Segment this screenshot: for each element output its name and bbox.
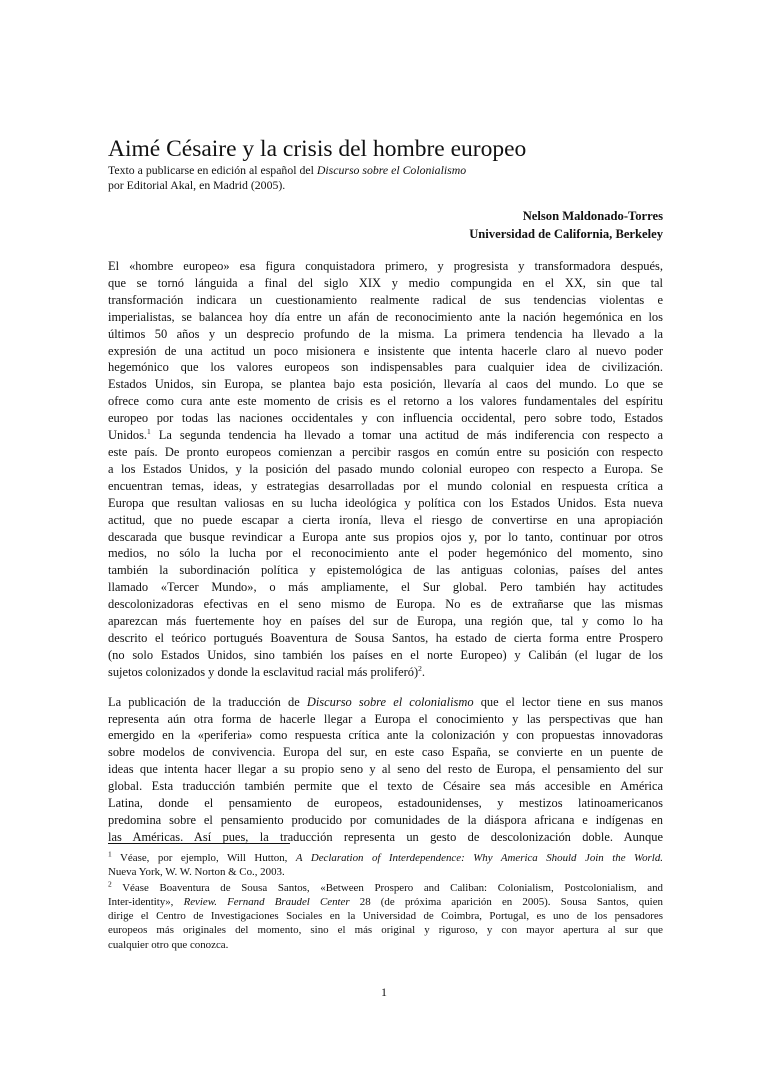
text-fragment: Véase Boaventura de Sousa Santos, «Between Prospero and Caliban: Colonialism, Postcolonialism, and: [111, 882, 663, 895]
paragraph-1: [108, 258, 663, 681]
paragraph-line: descolonizadoras efectivas en el seno mismo de Europa. No es de extrañarse que las mismas: [108, 597, 663, 612]
paragraph-line: últimos 50 años y un desprecio profundo de la misma. La primera tendencia ha llevado a la: [108, 326, 663, 341]
paragraph-line: a los Estados Unidos, y la posición del pasado mundo colonial europeo con respecto a Europa. Se: [108, 461, 663, 476]
paragraph-2: [108, 694, 663, 846]
text-fragment: Unidos.: [108, 428, 148, 443]
footnotes: [108, 851, 663, 952]
text-fragment: .: [421, 664, 426, 679]
subtitle-line-2: por Editorial Akal, en Madrid (2005).: [108, 178, 286, 192]
footnote-2: [108, 881, 663, 951]
footnote-separator: [108, 843, 290, 844]
cited-journal: Review. Fernand Braudel Center: [183, 896, 350, 909]
page-number: 1: [381, 985, 387, 999]
paragraph-line: transformación indicara un cuestionamiento realmente radical de sus tendencias violentas e: [108, 292, 663, 307]
paragraph-line: global. Esta traducción también permite que el texto de Césaire sea más accesible en América: [108, 779, 663, 794]
book-title-inline: Discurso sobre el colonialismo: [306, 694, 474, 709]
text-fragment: La segunda tendencia ha llevado a tomar una actitud de más indiferencia con respecto a: [150, 428, 663, 443]
footnote-line: dirige el Centro de Investigaciones Sociales en la Universidad de Coimbra, Portugal, es uno de los pensadores: [108, 910, 663, 923]
footnote-ref-2[interactable]: 2: [418, 663, 422, 673]
text-fragment: La publicación de la traducción de: [108, 694, 307, 709]
footnote-line: [108, 851, 663, 865]
cited-title: A Declaration of Interdependence: Why America Should Join the World.: [295, 852, 663, 864]
author-block: [108, 207, 663, 243]
paragraph-line: [108, 664, 663, 681]
paragraph-line: hegemónico que los valores europeos son indispensables para cualquier idea de civilización.: [108, 360, 663, 375]
footnote-line: cualquier otro que conozca.: [108, 938, 229, 951]
paragraph-line: ideas que intenta hacer llegar a su propio seno y al seno del resto de Europa, el pensamiento del sur: [108, 762, 663, 777]
footnote-number: 1: [108, 849, 112, 859]
paragraph-line: que se tornó lánguida a final del siglo XIX y medio compungida en el XX, sin que tal: [108, 275, 663, 290]
paragraph-line: [108, 427, 663, 444]
paragraph-line: aparezcan más fuertemente hoy en países del sur de Europa, una región que, tal y como lo ha: [108, 614, 663, 629]
text-fragment: 28 (de próxima aparición en 2005). Sousa Santos, quien: [349, 896, 663, 909]
paragraph-line: medios, no sólo la lucha por el reconocimiento ante el poder hegemónico del momento, sino: [108, 546, 663, 561]
paragraph-line: emergido en la «periferia» como respuesta crítica ante la colonización y con propuestas innovadoras: [108, 728, 663, 743]
paragraph-line: Europa que resultan valiosas en su lucha ideológica y política con los Estados Unidos. Esta nueva: [108, 495, 663, 510]
paragraph-line: El «hombre europeo» esa figura conquistadora primero, y progresista y transformadora después,: [108, 259, 663, 273]
main-content: [108, 135, 663, 846]
paragraph-line: Estados Unidos, sin Europa, se plantea bajo esta posición, llevaría al caos del mundo. Lo que se: [108, 377, 663, 392]
paragraph-line: expresión de una actitud un poco misionera e insistente que intenta hacerle claro al nuevo poder: [108, 343, 663, 358]
paragraph-line: (no solo Estados Unidos, sino también los países en el norte Europeo) y Calibán (el lugar de los: [108, 647, 663, 662]
paragraph-line: llamado «Tercer Mundo», o más ampliamente, el Sur global. Pero también hay actitudes: [108, 580, 663, 595]
paragraph-line: representa aún otra forma de hacerle llegar a Europa el conocimiento y las perspectivas que han: [108, 711, 663, 726]
text-fragment: sujetos colonizados y donde la esclavitud racial más proliferó): [108, 664, 419, 679]
paragraph-line: sobre modelos de convivencia. Europa del sur, en este caso España, se convierte en un puente de: [108, 745, 663, 760]
paragraph-line: europeo por todas las naciones occidentales y con influencia occidental, pero sobre todo, Estados: [108, 411, 663, 426]
paragraph-line: las Américas. Así pues, la traducción representa un gesto de descolonización doble. Aunque: [108, 829, 663, 844]
book-title: Discurso sobre el Colonialismo: [316, 163, 467, 177]
author-name: Nelson Maldonado-Torres: [522, 209, 663, 223]
text-fragment: Véase, por ejemplo, Will Hutton,: [111, 852, 296, 864]
paragraph-line: este país. De pronto europeos comienzan a percibir rasgos en común entre su posición con respecto: [108, 444, 663, 459]
footnote-line: [108, 881, 663, 895]
document-title: Aimé Césaire y la crisis del hombre europeo: [108, 136, 527, 162]
footnote-number: 2: [108, 879, 112, 889]
paragraph-line: imperialistas, se balancea hoy día entre un afán de reconocimiento ante la nación hegemónica en los: [108, 309, 663, 324]
subtitle-line-1: [108, 163, 663, 178]
paragraph-line: descrito el teórico portugués Boaventura de Sousa Santos, ha estado de cierta forma entre Prospero: [108, 630, 663, 645]
author-affiliation: Universidad de California, Berkeley: [469, 227, 663, 241]
paragraph-line: ofrece como cura ante este momento de crisis es el retorno a los valores fundamentales del espíritu: [108, 394, 663, 409]
paragraph-line: [108, 694, 663, 711]
text-fragment: que el lector tiene en sus manos: [473, 694, 664, 709]
footnote-line: Nueva York, W. W. Norton & Co., 2003.: [108, 866, 285, 879]
paragraph-line: Latina, donde el pensamiento de europeos, estadounidenses, y mestizos latinoamericanos: [108, 796, 663, 811]
paragraph-line: encuentran temas, ideas, y estrategias desarrolladas por el mundo colonial en respuesta crítica a: [108, 478, 663, 493]
paragraph-line: también la subordinación política y epistemológica de las antiguas colonias, países del antes: [108, 563, 663, 578]
footnote-ref-1[interactable]: 1: [147, 426, 151, 436]
text-fragment: Inter-identity»,: [108, 896, 184, 909]
footnote-line: europeos más originales del momento, sino el más original y riguroso, y con mayor apertura al sur que: [108, 924, 663, 937]
footnote-1: [108, 851, 663, 879]
footnote-line: [108, 895, 663, 909]
subtitle-prefix: Texto a publicarse en edición al español del: [108, 163, 317, 177]
paragraph-line: descarada que busque revindicar a Europa ante sus propios ojos y, por lo tanto, continuar por otros: [108, 529, 663, 544]
paragraph-line: predomina sobre el pensamiento producido por comunidades de la diáspora africana e indígenas en: [108, 813, 663, 827]
paragraph-line: actitud, que no puede escapar a cierta ironía, lleva el riesgo de convertirse en una apropiación: [108, 512, 663, 527]
